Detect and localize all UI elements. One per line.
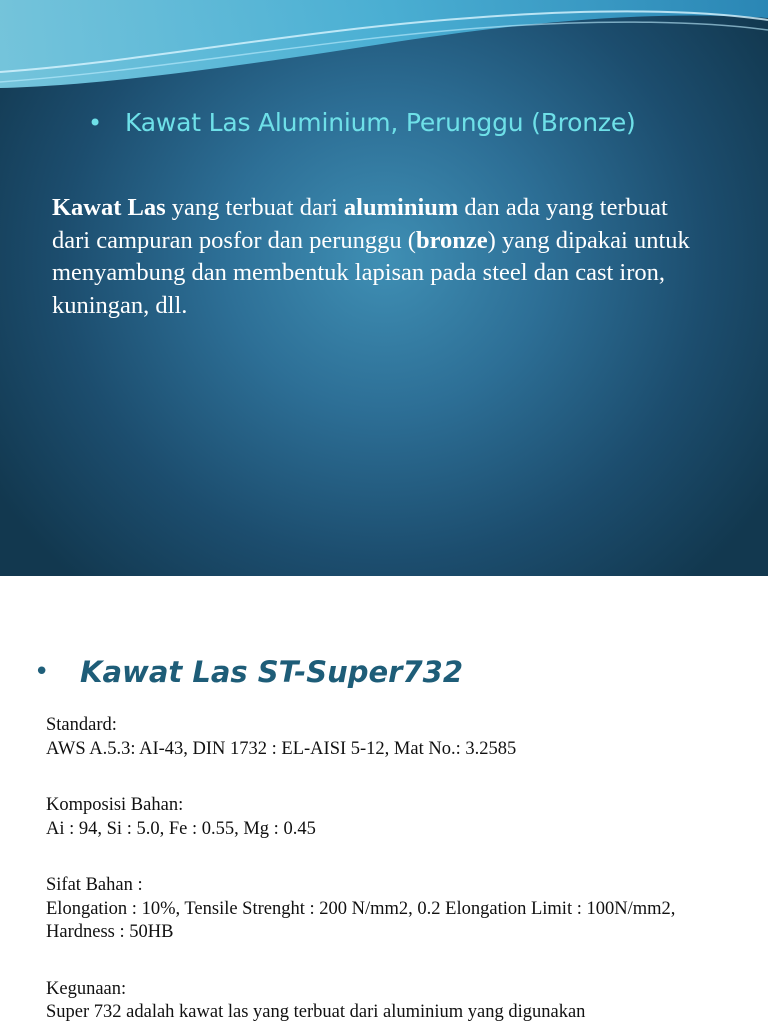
body-bold-bronze: bronze	[415, 226, 488, 254]
slide1-bullet-row	[88, 108, 636, 137]
slide2-bullet-row	[34, 655, 463, 689]
slide1-body	[52, 192, 692, 322]
slide2-title: Kawat Las ST-Super732	[80, 655, 464, 689]
slide2-content	[46, 714, 746, 1025]
body-bold-aluminium: aluminium	[343, 194, 459, 221]
sifat-label: Sifat Bahan :	[46, 875, 143, 895]
bullet-icon: •	[88, 108, 103, 137]
komposisi-value: Ai : 94, Si : 5.0, Fe : 0.55, Mg : 0.45	[46, 818, 316, 839]
slide1-title: Kawat Las Aluminium, Perunggu (Bronze)	[125, 108, 636, 137]
body-text-2: dan ada yang terbuat dari campuran posfor dan perunggu (	[52, 194, 668, 254]
decorative-wave	[0, 0, 768, 100]
body-text-3: ) yang dipakai untuk menyambung dan membentuk lapisan pada steel dan cast iron, kuningan, dll.	[52, 226, 690, 319]
kegunaan-value: Super 732 adalah kawat las yang terbuat dari aluminium yang digunakan	[46, 1002, 586, 1022]
standard-value: AWS A.5.3: AI-43, DIN 1732 : EL-AISI 5-12, Mat No.: 3.2585	[46, 738, 517, 759]
kegunaan-label: Kegunaan:	[46, 978, 127, 999]
komposisi-label: Komposisi Bahan:	[46, 795, 184, 815]
sifat-value: Elongation : 10%, Tensile Strenght : 200 N/mm2, 0.2 Elongation Limit : 100N/mm2, Hardness : 50HB	[46, 898, 676, 942]
standard-label: Standard:	[46, 715, 117, 735]
bullet-icon: •	[34, 657, 50, 687]
body-text-1: yang terbuat dari	[165, 194, 344, 221]
body-bold-kawat-las: Kawat Las	[52, 194, 166, 221]
